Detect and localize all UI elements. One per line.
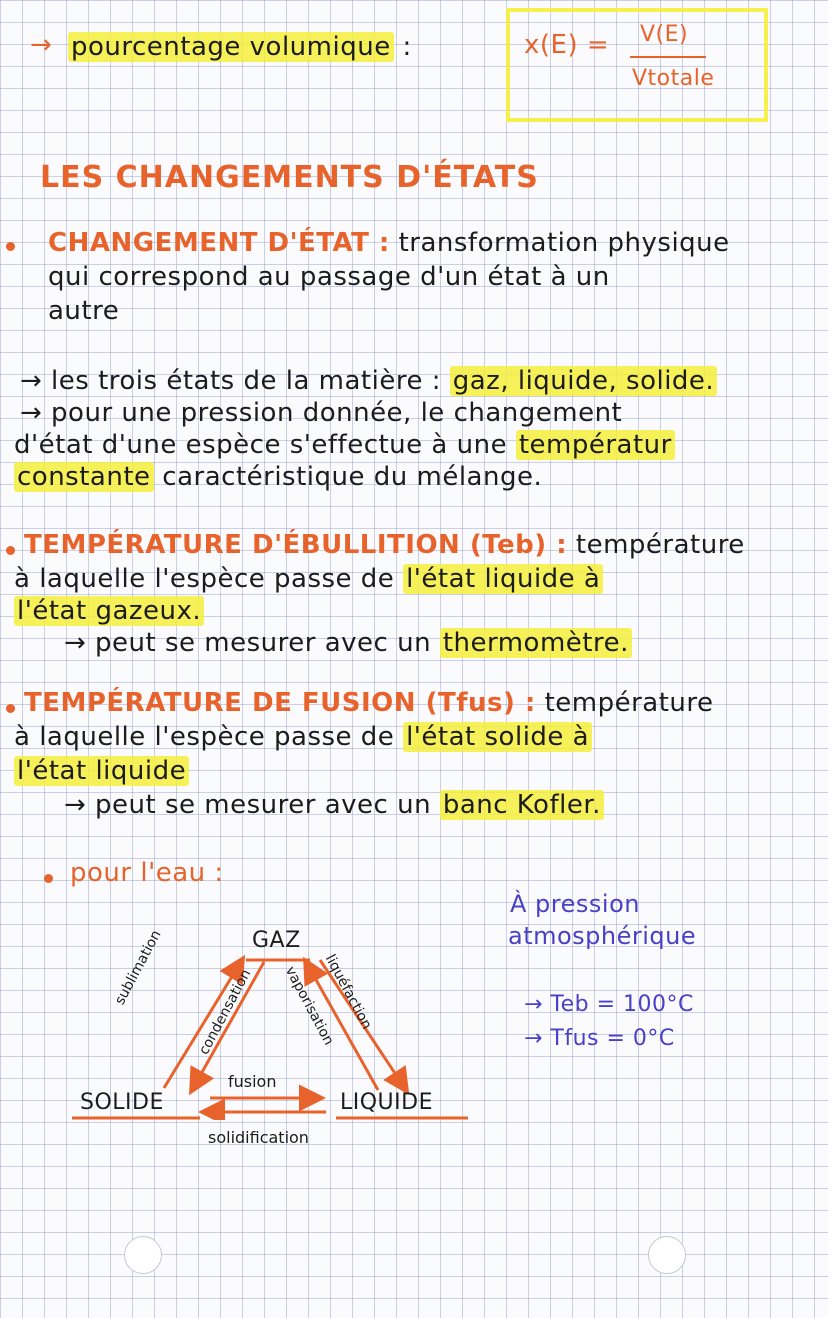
point-etats <box>20 366 717 396</box>
point-etats-highlight: gaz, liquide, solide. <box>450 366 717 396</box>
fusion-line3 <box>14 756 189 786</box>
diagram-fusion: fusion <box>228 1072 277 1091</box>
bullet-changement <box>6 242 15 251</box>
changement-line1 <box>48 228 730 258</box>
teb-value: → Teb = 100°C <box>524 992 694 1017</box>
bullet-fusion <box>6 704 15 713</box>
changement-def3: autre <box>48 296 120 326</box>
point-pression-3 <box>14 462 542 492</box>
bullet-ebullition <box>6 546 15 555</box>
binder-hole-left <box>124 1236 162 1274</box>
fusion-def-end: température <box>544 688 714 718</box>
point-pression-2-text: d'état d'une espèce s'effectue à une <box>14 430 516 460</box>
point-pression-3-text: caractéristique du mélange. <box>153 462 543 492</box>
formula-denominator: Vtotale <box>632 66 715 91</box>
ebullition-line1 <box>24 530 745 560</box>
header-colon: : <box>402 32 412 62</box>
ebullition-line2 <box>14 564 603 594</box>
diagram-solidification: solidification <box>208 1128 309 1147</box>
section-title: LES CHANGEMENTS D'ÉTATS <box>40 160 539 195</box>
point-pression-2-highlight: températur <box>516 430 675 460</box>
ebullition-line2-text: à laquelle l'espèce passe de <box>14 564 404 594</box>
changement-def2: qui correspond au passage d'un état à un <box>48 262 610 292</box>
ebullition-line2-highlight: l'état liquide à <box>403 564 603 594</box>
fusion-measure-highlight: banc Kofler. <box>440 790 604 820</box>
formula-box <box>506 8 768 122</box>
point-pression-1: → pour une pression donnée, le changement <box>20 398 623 428</box>
fusion-measure-text: → peut se mesurer avec un <box>64 790 440 820</box>
diagram-solide: SOLIDE <box>80 1090 164 1115</box>
diagram-liquefaction: liquéfaction <box>321 952 375 1033</box>
tfus-value: → Tfus = 0°C <box>524 1026 675 1051</box>
ebullition-measure-highlight: thermomètre. <box>440 628 632 658</box>
ebullition-measure-text: → peut se mesurer avec un <box>64 628 440 658</box>
pressure-line2: atmosphérique <box>508 922 697 950</box>
fusion-line2-highlight: l'état solide à <box>403 722 592 752</box>
ebullition-term: TEMPÉRATURE D'ÉBULLITION (Teb) : <box>24 530 568 560</box>
changement-def1: transformation physique <box>398 228 730 258</box>
fusion-measure <box>64 790 604 820</box>
point-pression-2 <box>14 430 675 460</box>
point-etats-text: → les trois états de la matière : <box>20 366 450 396</box>
pressure-line1: À pression <box>510 890 640 918</box>
ebullition-def-end: température <box>575 530 745 560</box>
formula-lhs: x(E) = <box>524 30 610 60</box>
diagram-condensation: condensation <box>196 966 255 1058</box>
point-pression-3-highlight: constante <box>14 462 154 492</box>
diagram-gaz: GAZ <box>252 928 301 953</box>
fusion-line2-text: à laquelle l'espèce passe de <box>14 722 404 752</box>
formula-fraction-bar <box>630 56 706 58</box>
formula-numerator: V(E) <box>640 22 689 47</box>
fusion-term: TEMPÉRATURE DE FUSION (Tfus) : <box>24 688 536 718</box>
fusion-line3-highlight: l'état liquide <box>14 756 189 786</box>
water-label: pour l'eau : <box>70 858 224 888</box>
fusion-line2 <box>14 722 592 752</box>
header-label <box>68 32 412 62</box>
ebullition-line3-highlight: l'état gazeux. <box>14 596 204 626</box>
fusion-line1 <box>24 688 714 718</box>
header-arrow: → <box>30 30 53 60</box>
ebullition-line3 <box>14 596 204 626</box>
diagram-liquide: LIQUIDE <box>340 1090 433 1115</box>
diagram-vaporisation: vaporisation <box>281 964 337 1049</box>
diagram-sublimation: sublimation <box>112 927 165 1008</box>
binder-hole-right <box>648 1236 686 1274</box>
header-label-text: pourcentage volumique <box>68 32 394 62</box>
changement-term: CHANGEMENT D'ÉTAT : <box>48 228 390 258</box>
bullet-eau <box>44 874 53 883</box>
ebullition-measure <box>64 628 632 658</box>
